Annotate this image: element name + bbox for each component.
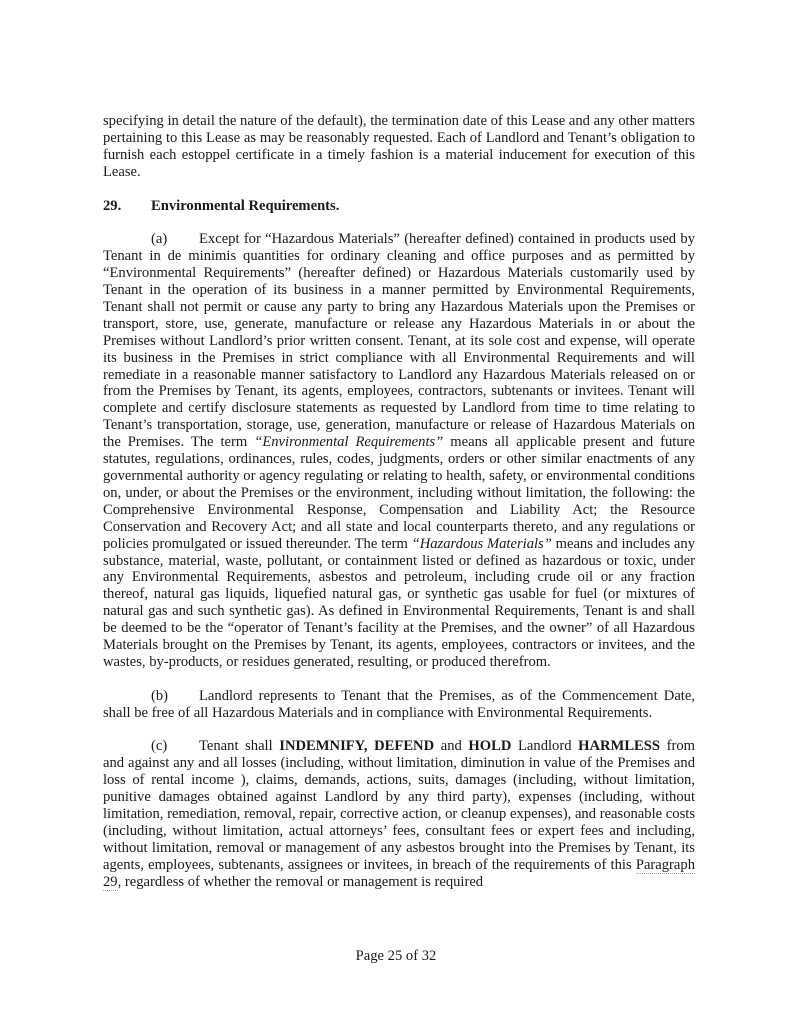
spacer [103, 671, 695, 688]
page-number: Page 25 of 32 [355, 948, 437, 964]
spacer [103, 722, 695, 739]
bold-hold: HOLD [468, 738, 512, 755]
document-page [103, 113, 695, 891]
section-heading [103, 198, 695, 215]
paragraph-c [103, 738, 695, 890]
spacer [103, 181, 695, 198]
spacer [103, 214, 695, 231]
section-title: Environmental Requirements. [151, 197, 340, 214]
paragraph-c-text-3: Landlord [511, 738, 579, 755]
paragraph-a-text-1: Except for “Hazardous Materials” (hereafter defined) contained in products used by Tenant in de minimis quantities for ordinary cleaning and office purposes and as permitted by “Environmental Requirements” (hereafter defined) or Hazardous Materials customarily used by Tenant in the operation of its business in a manner permitted by Environmental Requirements, Tenant shall not permit or cause any party to bring any Hazardous Materials upon the Premises or transport, store, use, generate, manufacture or release any Hazardous Materials in or about the Premises without Landlord’s prior written consent. Tenant, at its sole cost and expense, will operate its business in the Premises in strict compliance with all Environmental Requirements and will remediate in a reasonable manner satisfactory to Landlord any Hazardous Materials released on or from the Premises by Tenant, its agents, employees, contractors, subtenants or invitees. Tenant will complete and certify disclosure statements as requested by Landlord from time to time relating to Tenant’s transportation, storage, use, generation, manufacture or release of Hazardous Materials on the Premises. The term [103, 231, 695, 451]
term-environmental-requirements: “Environmental Requirements” [254, 434, 444, 451]
paragraph-b-text: Landlord represents to Tenant that the Premises, as of the Commencement Date, shall be free of all Hazardous Materials and in compliance with Environmental Requirements. [103, 687, 695, 721]
paragraph-c-text-1: Tenant shall [199, 738, 280, 755]
paragraph-cross-reference-link[interactable]: Paragraph 29 [103, 856, 695, 890]
paragraph-a-label: (a) [151, 231, 168, 248]
bold-harmless: HARMLESS [578, 738, 661, 755]
page-footer [0, 948, 792, 965]
paragraph-a-text-2: means all applicable present and future statutes, regulations, ordinances, rules, codes, judgments, orders or other similar enactments of any governmental authority or agency regulating or relating to health, safety, or environmental conditions on, under, or about the Premises or the environment, including without limitation, the following: the Comprehensive Environmental Response, Compensation and Liability Act; the Resource Conservation and Recovery Act; and all state and local counterparts thereto, and any regulations or policies promulgated or issued thereunder. The term [103, 434, 695, 552]
paragraph-c-label: (c) [151, 738, 168, 755]
paragraph-c-text-4: from and against any and all losses (including, without limitation, diminution in value of the Premises and loss of rental income ), claims, demands, actions, suits, damages (including, without limitation, punitive damages obtained against Landlord by any third party), expenses (including, without limitation, remediation, removal, repair, corrective action, or cleanup expenses), and reasonable costs (including, without limitation, actual attorneys’ fees, consultant fees or expert fees and including, without limitation, removal or management of any asbestos brought into the Premises by Tenant, its agents, employees, subtenants, assignees or invitees, in breach of the requirements of this [103, 738, 695, 873]
bold-indemnify-defend: INDEMNIFY, DEFEND [279, 738, 435, 755]
paragraph-b-label: (b) [151, 687, 169, 704]
section-number: 29. [103, 197, 122, 214]
term-hazardous-materials: “Hazardous Materials” [411, 535, 552, 552]
paragraph-a [103, 231, 695, 671]
paragraph-a-text-3: means and includes any substance, material, waste, pollutant, or containment listed or defined as hazardous or toxic, under any Environmental Requirements, asbestos and petroleum, including crude oil or any fraction thereof, natural gas liquids, liquefied natural gas, or synthetic gas usable for fuel (or mixtures of natural gas and such synthetic gas). As defined in Environmental Requirements, Tenant is and shall be deemed to be the “operator of Tenant’s facility at the Premises, and the owner” of all Hazardous Materials brought on the Premises by Tenant, its agents, employees, contractors or invitees, and the wastes, by-products, or residues generated, resulting, or produced therefrom. [103, 535, 695, 670]
paragraph-b [103, 688, 695, 722]
paragraph-c-text-5: , regardless of whether the removal or management is required [117, 873, 484, 890]
paragraph-c-text-2: and [434, 738, 469, 755]
continuation-text: specifying in detail the nature of the default), the termination date of this Lease and any other matters pertaining to this Lease as may be reasonably requested. Each of Landlord and Tenant’s obligation to furnish each estoppel certificate in a timely fashion is a material inducement for execution of this Lease. [103, 113, 695, 180]
continuation-paragraph [103, 113, 695, 181]
